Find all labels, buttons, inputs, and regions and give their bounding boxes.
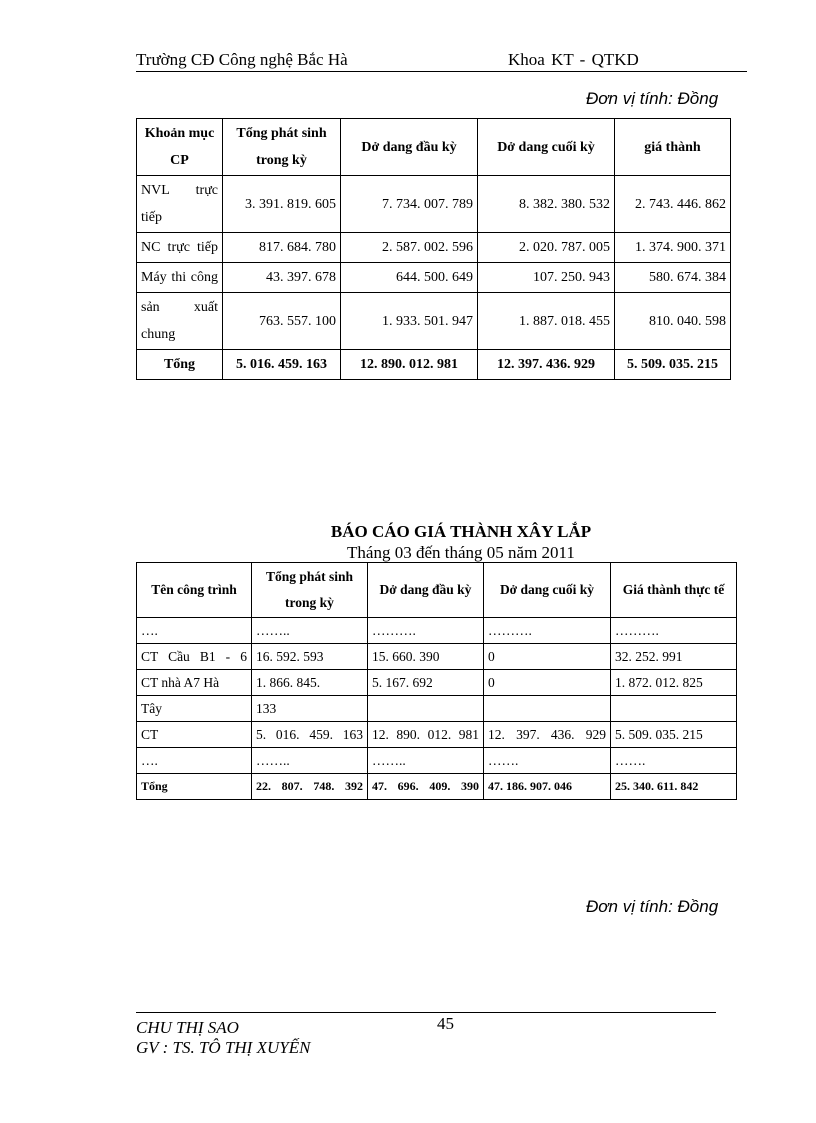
value-cell: 16. 592. 593 [252, 644, 368, 670]
cost-item-cell: Máy thi công [137, 263, 223, 293]
total-label: Tổng [137, 350, 223, 380]
value-cell: 8. 382. 380. 532 [478, 176, 615, 233]
value-cell: ……. [484, 748, 611, 774]
value-cell: ………. [368, 618, 484, 644]
value-cell: 2. 020. 787. 005 [478, 233, 615, 263]
construction-table-header [137, 563, 737, 618]
table-row [137, 233, 731, 263]
footer-teacher-name: GV : TS. TÔ THỊ XUYẾN [136, 1038, 311, 1057]
value-cell: 12. 890. 012. 981 [368, 722, 484, 748]
table-row [137, 176, 731, 233]
project-cell: CT Cầu B1 - 6 [137, 644, 252, 670]
table-row [137, 293, 731, 350]
total-cell: 5. 016. 459. 163 [223, 350, 341, 380]
header-faculty: Khoa KT - QTKD [508, 50, 639, 69]
column-header: Tổng phát sinh trong kỳ [252, 563, 368, 618]
table-row [137, 618, 737, 644]
table-row [137, 644, 737, 670]
footer-student-name: CHU THỊ SAO [136, 1018, 239, 1037]
column-header: Khoản mục CP [137, 119, 223, 176]
table-row [137, 722, 737, 748]
value-cell: 107. 250. 943 [478, 263, 615, 293]
value-cell: 817. 684. 780 [223, 233, 341, 263]
value-cell [611, 696, 737, 722]
total-row [137, 774, 737, 800]
value-cell: 1. 887. 018. 455 [478, 293, 615, 350]
total-cell: 12. 890. 012. 981 [341, 350, 478, 380]
report-title: BÁO CÁO GIÁ THÀNH XÂY LẮP [330, 522, 592, 541]
value-cell: ………. [484, 618, 611, 644]
value-cell: 763. 557. 100 [223, 293, 341, 350]
value-cell: 1. 866. 845. [252, 670, 368, 696]
footer-divider [136, 1012, 716, 1013]
value-cell: 2. 743. 446. 862 [615, 176, 731, 233]
cost-table [136, 118, 731, 380]
unit-label-top: Đơn vị tính: Đồng [586, 89, 719, 108]
value-cell [368, 696, 484, 722]
value-cell: ………. [611, 618, 737, 644]
value-cell: 43. 397. 678 [223, 263, 341, 293]
table-row [137, 670, 737, 696]
total-cell: 5. 509. 035. 215 [615, 350, 731, 380]
value-cell: 0 [484, 670, 611, 696]
value-cell: 810. 040. 598 [615, 293, 731, 350]
column-header: Dở dang đầu kỳ [341, 119, 478, 176]
total-cell: 12. 397. 436. 929 [478, 350, 615, 380]
project-cell: CT [137, 722, 252, 748]
value-cell: 5. 509. 035. 215 [611, 722, 737, 748]
unit-label-bottom: Đơn vị tính: Đồng [586, 897, 719, 916]
header-divider [136, 71, 747, 72]
value-cell: 3. 391. 819. 605 [223, 176, 341, 233]
total-cell: 47. 696. 409. 390 [368, 774, 484, 800]
column-header: Tên công trình [137, 563, 252, 618]
value-cell: …….. [252, 618, 368, 644]
total-cell: 47. 186. 907. 046 [484, 774, 611, 800]
header-school-name: Trường CĐ Công nghệ Bắc Hà [136, 50, 348, 69]
cost-item-cell: NC trực tiếp [137, 233, 223, 263]
value-cell: 12. 397. 436. 929 [484, 722, 611, 748]
value-cell: 133 [252, 696, 368, 722]
project-cell: CT nhà A7 Hà [137, 670, 252, 696]
value-cell: 5. 167. 692 [368, 670, 484, 696]
value-cell: 7. 734. 007. 789 [341, 176, 478, 233]
project-cell: …. [137, 748, 252, 774]
value-cell: …….. [368, 748, 484, 774]
column-header: Dở dang cuối kỳ [478, 119, 615, 176]
project-cell: …. [137, 618, 252, 644]
value-cell: ……. [611, 748, 737, 774]
value-cell: 5. 016. 459. 163 [252, 722, 368, 748]
value-cell: 2. 587. 002. 596 [341, 233, 478, 263]
total-cell: 25. 340. 611. 842 [611, 774, 737, 800]
table-row [137, 263, 731, 293]
report-subtitle: Tháng 03 đến tháng 05 năm 2011 [347, 543, 575, 562]
cost-table-header [137, 119, 731, 176]
column-header: giá thành [615, 119, 731, 176]
project-cell: Tây [137, 696, 252, 722]
value-cell: 15. 660. 390 [368, 644, 484, 670]
value-cell: 1. 872. 012. 825 [611, 670, 737, 696]
total-label: Tổng [137, 774, 252, 800]
page-number: 45 [437, 1014, 454, 1033]
column-header: Tổng phát sinh trong kỳ [223, 119, 341, 176]
column-header: Dở dang cuối kỳ [484, 563, 611, 618]
value-cell: 0 [484, 644, 611, 670]
value-cell [484, 696, 611, 722]
value-cell: 644. 500. 649 [341, 263, 478, 293]
total-cell: 22. 807. 748. 392 [252, 774, 368, 800]
value-cell: 1. 933. 501. 947 [341, 293, 478, 350]
value-cell: 1. 374. 900. 371 [615, 233, 731, 263]
value-cell: 580. 674. 384 [615, 263, 731, 293]
column-header: Giá thành thực tế [611, 563, 737, 618]
column-header: Dở dang đầu kỳ [368, 563, 484, 618]
construction-cost-table [136, 562, 737, 800]
total-row [137, 350, 731, 380]
value-cell: …….. [252, 748, 368, 774]
value-cell: 32. 252. 991 [611, 644, 737, 670]
cost-item-cell: sản xuất chung [137, 293, 223, 350]
cost-item-cell: NVL trực tiếp [137, 176, 223, 233]
table-row [137, 748, 737, 774]
table-row [137, 696, 737, 722]
